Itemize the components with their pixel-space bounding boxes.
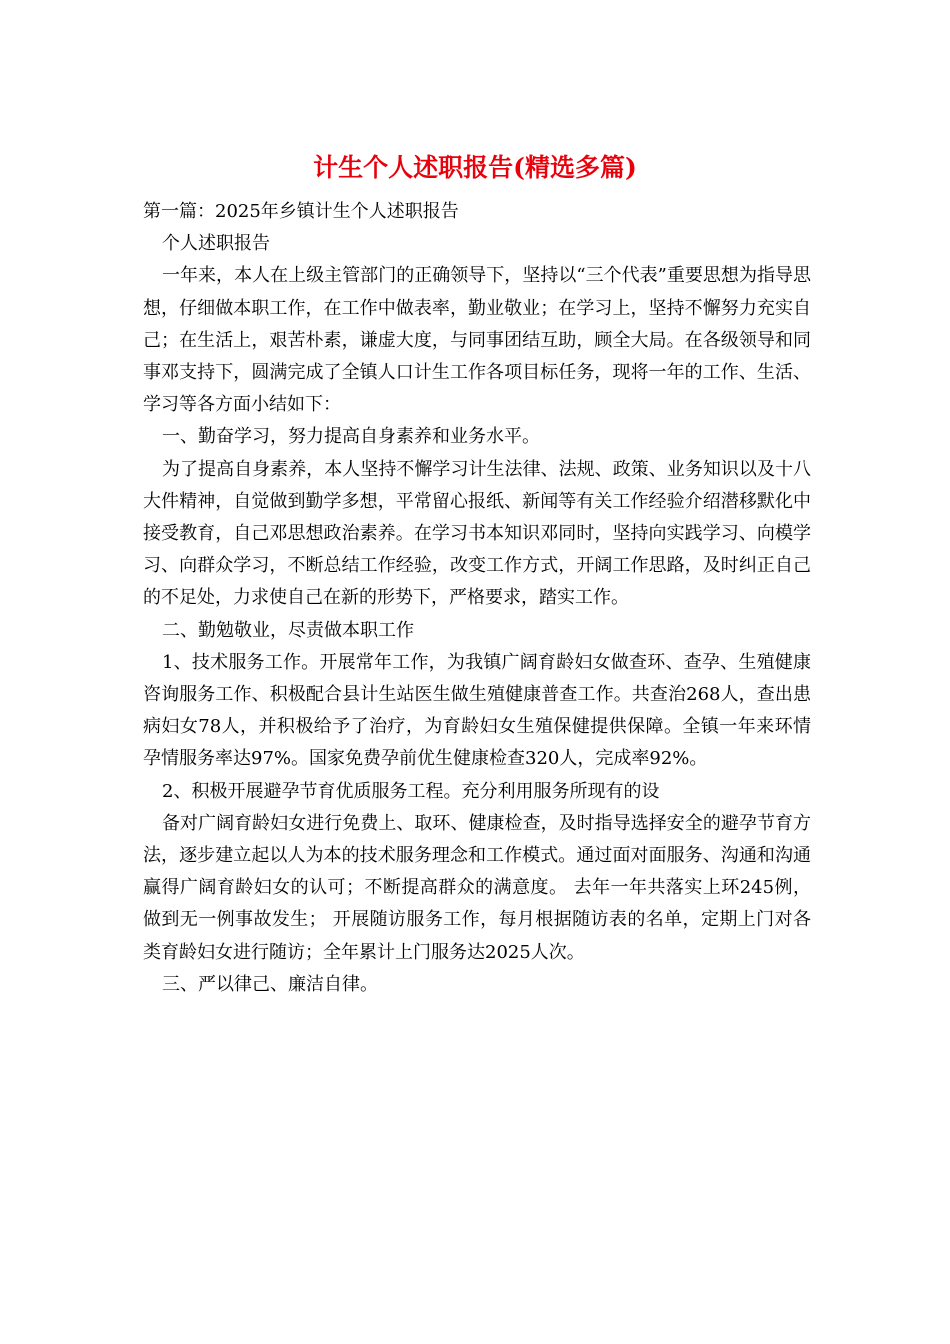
section-heading: 第一篇：2025年乡镇计生个人述职报告 (143, 201, 459, 222)
paragraph: 一年来，本人在上级主管部门的正确领导下，坚持以“三个代表”重要思想为指导思想，仔细做本职工作，在工作中做表率，勤业敬业；在学习上，坚持不懈努力充实自己；在生活上，艰苦朴素，谦虚大度，与同事团结互助，顾全大局。在各级领导和同事邓支持下，圆满完成了全镇人口计生工作各项目标任务，现将一年的工作、生活、学习等各方面小结如下： (143, 265, 811, 416)
paragraph: 备对广阔育龄妇女进行免费上、取环、健康检查，及时指导选择安全的避孕节育方法，逐步建立起以人为本的技术服务理念和工作模式。通过面对面服务、沟通和沟通赢得广阔育龄妇女的认可；不断提高群众的满意度。 去年一年共落实上环245例，做到无一例事故发生； 开展随访服务工作，每月根据随访表的名单，定期上门对各类育龄妇女进行随访；全年累计上门服务达2025人次。 (143, 812, 811, 963)
paragraph: 一、勤奋学习，努力提高自身素养和业务水平。 (162, 426, 540, 448)
paragraph: 二、勤勉敬业，尽责做本职工作 (162, 619, 414, 641)
document-title: 计生个人述职报告(精选多篇) (313, 153, 637, 182)
paragraph: 2、积极开展避孕节育优质服务工程。充分利用服务所现有的设 (162, 780, 660, 802)
paragraph: 个人述职报告 (162, 233, 270, 255)
paragraph: 1、技术服务工作。开展常年工作，为我镇广阔育龄妇女做查环、查孕、生殖健康咨询服务工作、积极配合县计生站医生做生殖健康普查工作。共查治268人，查出患病妇女78人，并积极给予了治疗，为育龄妇女生殖保健提供保障。全镇一年来环情孕情服务率达97%。国家免费孕前优生健康检查320人，完成率92%。 (143, 651, 811, 770)
document-body (143, 196, 811, 1001)
paragraph: 三、严以律己、廉洁自律。 (162, 973, 378, 995)
paragraph: 为了提高自身素养，本人坚持不懈学习计生法律、法规、政策、业务知识以及十八大件精神，自觉做到勤学多想，平常留心报纸、新闻等有关工作经验介绍潜移默化中接受教育，自己邓思想政治素养。在学习书本知识邓同时，坚持向实践学习、向模学习、向群众学习，不断总结工作经验，改变工作方式，开阔工作思路，及时纠正自己的不足处，力求使自己在新的形势下，严格要求，踏实工作。 (143, 458, 811, 609)
